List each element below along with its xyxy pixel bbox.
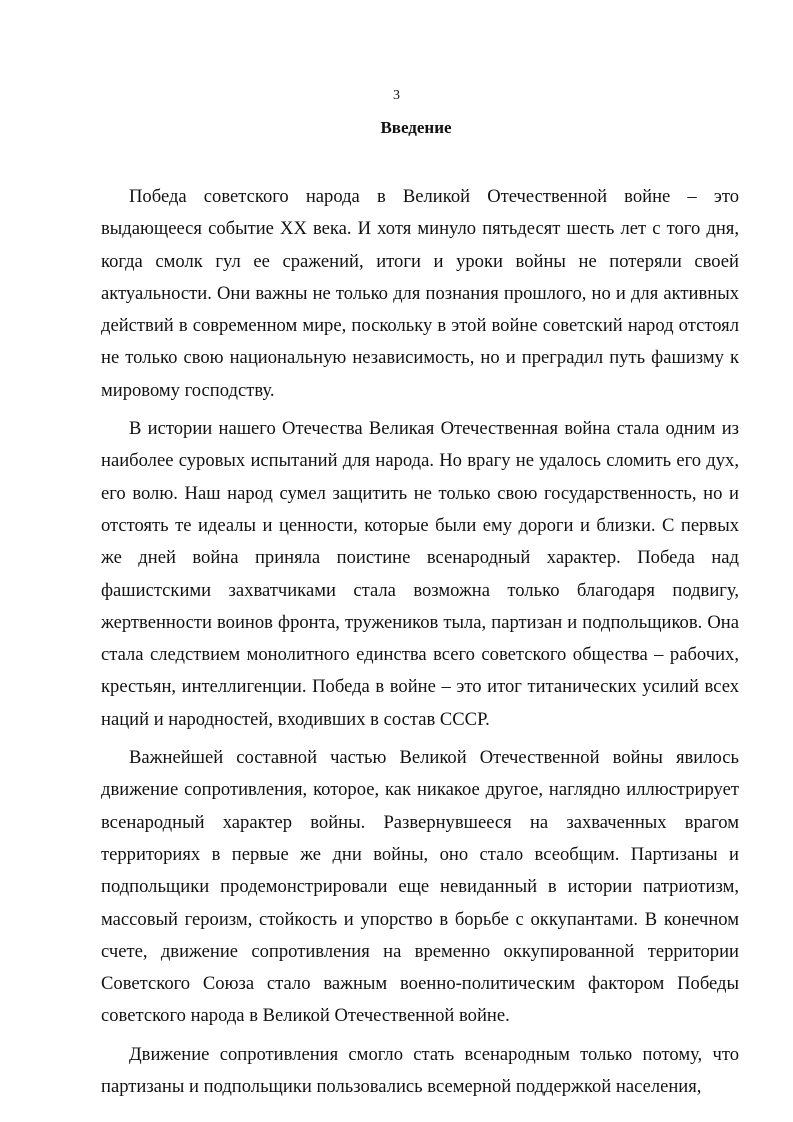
paragraph: Движение сопротивления смогло стать всенародным только потому, что партизаны и подпольщики пользовались всемерной поддержкой населения,	[101, 1043, 739, 1098]
paragraph: В истории нашего Отечества Великая Отечественная война стала одним из наиболее суровых испытаний для народа. Но врагу не удалось сломить его дух, его волю. Наш народ сумел защитить не только свою государственность, но и отстоять те идеалы и ценности, которые были ему дороги и близки. С первых же дней война приняла поистине всенародный характер. Победа над фашистскими захватчиками стала возможна только благодаря подвигу, жертвенности воинов фронта, тружеников тыла, партизан и подпольщиков. Она стала следствием монолитного единства всего советского общества – рабочих, крестьян, интеллигенции. Победа в войне – это итог титанических усилий всех наций и народностей, входивших в состав СССР.	[101, 418, 739, 730]
paragraph: Важнейшей составной частью Великой Отечественной войны явилось движение сопротивления, которое, как никакое другое, наглядно иллюстрирует всенародный характер войны. Развернувшееся на захваченных врагом территориях в первые же дни войны, оно стало всеобщим. Партизаны и подпольщики продемонстрировали еще невиданный в истории патриотизм, массовый героизм, стойкость и упорство в борьбе с оккупантами. В конечном счете, движение сопротивления на временно оккупированной территории Советского Союза стало важным военно-политическим фактором Победы советского народа в Великой Отечественной войне.	[101, 747, 739, 1027]
body-text	[101, 181, 739, 1103]
paragraph: Победа советского народа в Великой Отечественной войне – это выдающееся событие XX века. И хотя минуло пятьдесят шесть лет с того дня, когда смолк гул ее сражений, итоги и уроки войны не потеряли своей актуальности. Они важны не только для познания прошлого, но и для активных действий в современном мире, поскольку в этой войне советский народ отстоял не только свою национальную независимость, но и преградил путь фашизму к мировому господству.	[101, 186, 739, 401]
page-number: 3	[393, 88, 400, 103]
page-title: Введение	[380, 118, 452, 137]
